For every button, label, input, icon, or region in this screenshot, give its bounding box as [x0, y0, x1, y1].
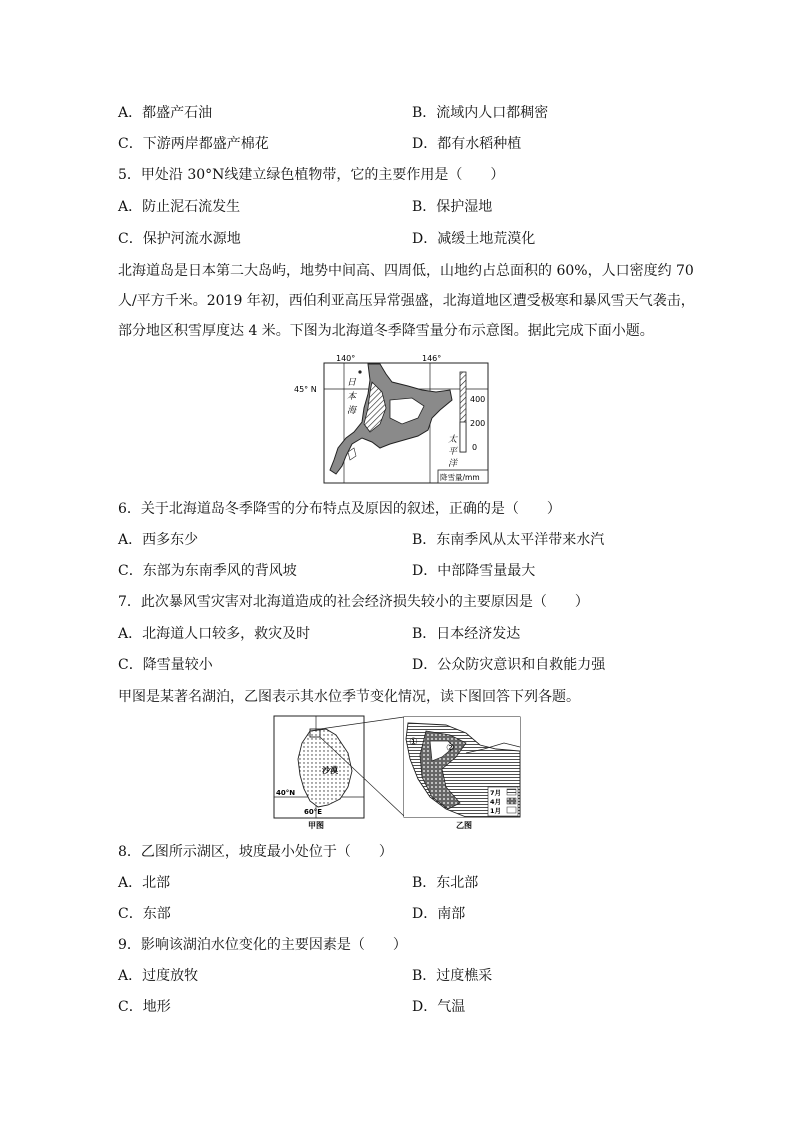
q8-option-b: B．东北部	[412, 875, 479, 891]
passage1-line3: 部分地区积雪厚度达 4 米。下图为北海道冬季降雪量分布示意图。据此完成下面小题。	[118, 323, 654, 339]
q5-stem: 5．甲处沿 30°N线建立绿色植物带，它的主要作用是（ ）	[118, 167, 505, 183]
marker-1: ①	[409, 737, 418, 748]
passage1-line2: 人/平方千米。2019 年初，西伯利亚高压异常强盛，北海道地区遭受极寒和暴风雪天气袭击，	[118, 293, 695, 309]
lat-45-label: 45° N	[294, 385, 317, 394]
q6-option-b: B．东南季风从太平洋带来水汽	[412, 532, 605, 548]
pacific-label-3: 洋	[448, 459, 458, 469]
q4-option-a: A．都盛产石油	[118, 105, 213, 121]
sea-of-japan-label-2: 本	[347, 392, 357, 402]
map-jia-caption: 甲图	[308, 821, 324, 830]
q7-stem: 7．此次暴风雪灾害对北海道造成的社会经济损失较小的主要原因是（ ）	[118, 594, 589, 610]
q5-option-b: B．保护湿地	[412, 199, 493, 215]
lon-140-label: 140°	[336, 354, 356, 363]
q8-option-c: C．东部	[118, 906, 171, 922]
q9-option-c: C．地形	[118, 999, 171, 1015]
scale-0-label: 0	[472, 443, 478, 452]
legend-apr-swatch	[507, 798, 516, 804]
passage1-line1: 北海道岛是日本第二大岛屿，地势中间高、四周低，山地约占总面积的 60%，人口密度约 70	[118, 263, 694, 279]
legend-jul-label: 7月	[490, 789, 502, 797]
q6-option-d: D．中部降雪量最大	[412, 563, 536, 579]
lake-maps	[270, 713, 525, 835]
q4-option-d: D．都有水稻种植	[412, 136, 522, 152]
q7-option-a: A．北海道人口较多，救灾及时	[118, 626, 311, 642]
q7-option-d: D．公众防灾意识和自救能力强	[412, 657, 606, 673]
scale-400-label: 400	[470, 395, 486, 404]
q8-option-a: A．北部	[118, 875, 171, 891]
q9-option-a: A．过度放牧	[118, 968, 199, 984]
pacific-label-2: 平	[448, 447, 458, 457]
sea-of-japan-label-3: 海	[347, 406, 357, 416]
q6-stem: 6．关于北海道岛冬季降雪的分布特点及原因的叙述，正确的是（ ）	[118, 501, 561, 517]
passage2-line1: 甲图是某著名湖泊，乙图表示其水位季节变化情况，读下图回答下列各题。	[118, 689, 580, 705]
q9-option-d: D．气温	[412, 999, 466, 1015]
q5-option-d: D．减缓土地荒漠化	[412, 231, 536, 247]
legend-jul-swatch	[507, 789, 516, 795]
q5-option-a: A．防止泥石流发生	[118, 199, 241, 215]
lon-60e-label: 60°E	[304, 808, 323, 816]
q4-option-c: C．下游两岸都盛产棉花	[118, 136, 269, 152]
lon-146-label: 146°	[422, 354, 442, 363]
sea-of-japan-label-1: 日	[347, 378, 357, 388]
q6-option-a: A．西多东少	[118, 532, 199, 548]
q5-option-c: C．保护河流水源地	[118, 231, 241, 247]
q4-option-b: B．流域内人口都稠密	[412, 105, 549, 121]
marker-2: ②	[446, 743, 455, 754]
q7-option-c: C．降雪量较小	[118, 657, 213, 673]
desert-label: 沙漠	[322, 766, 338, 775]
q7-option-b: B．日本经济发达	[412, 626, 521, 642]
scale-200-label: 200	[470, 419, 486, 428]
map-yi-caption: 乙图	[456, 821, 472, 830]
legend-jan-label: 1月	[490, 807, 502, 815]
q8-option-d: D．南部	[412, 906, 466, 922]
q9-stem: 9．影响该湖泊水位变化的主要因素是（ ）	[118, 937, 407, 953]
pacific-label-1: 太	[448, 435, 458, 445]
rishiri-island-dot	[358, 370, 361, 373]
snowfall-legend-label: 降雪量/mm	[440, 473, 480, 482]
legend-jan-swatch	[507, 807, 516, 813]
legend-apr-label: 4月	[490, 798, 502, 806]
q6-option-c: C．东部为东南季风的背风坡	[118, 563, 297, 579]
hokkaido-snowfall-map	[290, 352, 495, 487]
q8-stem: 8．乙图所示湖区，坡度最小处位于（ ）	[118, 844, 393, 860]
q9-option-b: B．过度樵采	[412, 968, 493, 984]
lat-40n-label: 40°N	[276, 789, 296, 797]
